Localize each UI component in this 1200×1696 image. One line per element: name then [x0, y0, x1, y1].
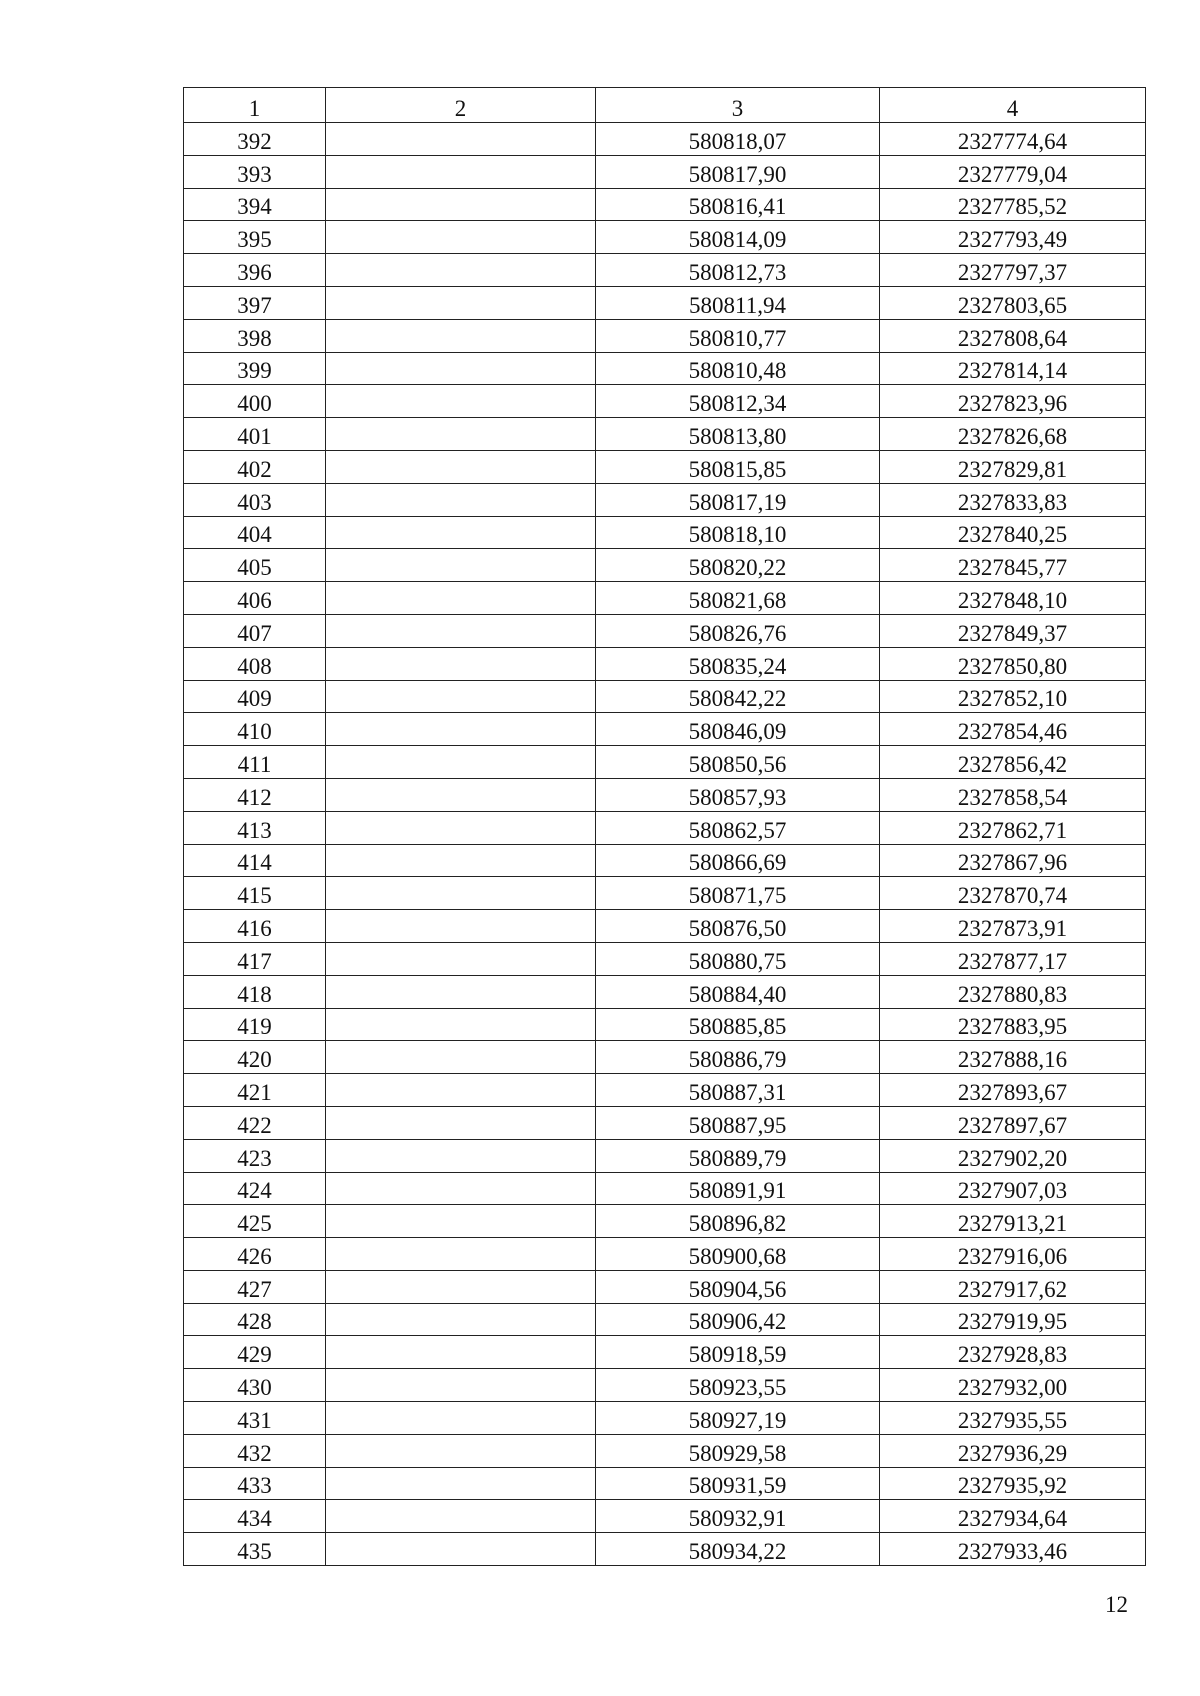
point-number-cell: 417 [184, 942, 326, 975]
table-row [184, 811, 1146, 844]
point-number-cell: 425 [184, 1205, 326, 1238]
point-number-cell: 428 [184, 1303, 326, 1336]
empty-cell [326, 1041, 596, 1074]
x-coordinate-cell: 580896,82 [596, 1205, 880, 1238]
point-number-cell: 411 [184, 746, 326, 779]
point-number-cell: 421 [184, 1074, 326, 1107]
empty-cell [326, 221, 596, 254]
x-coordinate-cell: 580820,22 [596, 549, 880, 582]
point-number-cell: 401 [184, 418, 326, 451]
x-coordinate-cell: 580862,57 [596, 811, 880, 844]
empty-cell [326, 1270, 596, 1303]
point-number-cell: 397 [184, 286, 326, 319]
point-number-cell: 435 [184, 1533, 326, 1566]
point-number-cell: 392 [184, 123, 326, 156]
y-coordinate-cell: 2327803,65 [880, 286, 1146, 319]
empty-cell [326, 1106, 596, 1139]
point-number-cell: 433 [184, 1467, 326, 1500]
y-coordinate-cell: 2327849,37 [880, 614, 1146, 647]
point-number-cell: 430 [184, 1369, 326, 1402]
point-number-cell: 431 [184, 1402, 326, 1435]
empty-cell [326, 286, 596, 319]
table-row [184, 155, 1146, 188]
y-coordinate-cell: 2327848,10 [880, 582, 1146, 615]
table-row [184, 188, 1146, 221]
y-coordinate-cell: 2327808,64 [880, 319, 1146, 352]
y-coordinate-cell: 2327850,80 [880, 647, 1146, 680]
empty-cell [326, 713, 596, 746]
x-coordinate-cell: 580906,42 [596, 1303, 880, 1336]
x-coordinate-cell: 580891,91 [596, 1172, 880, 1205]
point-number-cell: 396 [184, 254, 326, 287]
table-row [184, 975, 1146, 1008]
table-row [184, 1041, 1146, 1074]
y-coordinate-cell: 2327845,77 [880, 549, 1146, 582]
empty-cell [326, 811, 596, 844]
point-number-cell: 434 [184, 1500, 326, 1533]
empty-cell [326, 1369, 596, 1402]
table-row [184, 418, 1146, 451]
y-coordinate-cell: 2327854,46 [880, 713, 1146, 746]
empty-cell [326, 647, 596, 680]
y-coordinate-cell: 2327916,06 [880, 1238, 1146, 1271]
table-row [184, 352, 1146, 385]
table-row [184, 1402, 1146, 1435]
point-number-cell: 415 [184, 877, 326, 910]
point-number-cell: 404 [184, 516, 326, 549]
empty-cell [326, 582, 596, 615]
y-coordinate-cell: 2327880,83 [880, 975, 1146, 1008]
x-coordinate-cell: 580835,24 [596, 647, 880, 680]
x-coordinate-cell: 580880,75 [596, 942, 880, 975]
x-coordinate-cell: 580850,56 [596, 746, 880, 779]
table-row [184, 1238, 1146, 1271]
point-number-cell: 408 [184, 647, 326, 680]
table-row [184, 1533, 1146, 1566]
point-number-cell: 413 [184, 811, 326, 844]
point-number-cell: 416 [184, 910, 326, 943]
x-coordinate-cell: 580810,77 [596, 319, 880, 352]
x-coordinate-cell: 580932,91 [596, 1500, 880, 1533]
table-row [184, 1434, 1146, 1467]
x-coordinate-cell: 580812,34 [596, 385, 880, 418]
y-coordinate-cell: 2327913,21 [880, 1205, 1146, 1238]
y-coordinate-cell: 2327919,95 [880, 1303, 1146, 1336]
x-coordinate-cell: 580884,40 [596, 975, 880, 1008]
x-coordinate-cell: 580817,90 [596, 155, 880, 188]
y-coordinate-cell: 2327779,04 [880, 155, 1146, 188]
table-row [184, 844, 1146, 877]
table-row [184, 1467, 1146, 1500]
x-coordinate-cell: 580818,10 [596, 516, 880, 549]
table-row [184, 483, 1146, 516]
table-row [184, 319, 1146, 352]
y-coordinate-cell: 2327888,16 [880, 1041, 1146, 1074]
x-coordinate-cell: 580857,93 [596, 778, 880, 811]
y-coordinate-cell: 2327873,91 [880, 910, 1146, 943]
point-number-cell: 398 [184, 319, 326, 352]
x-coordinate-cell: 580904,56 [596, 1270, 880, 1303]
empty-cell [326, 778, 596, 811]
x-coordinate-cell: 580876,50 [596, 910, 880, 943]
x-coordinate-cell: 580931,59 [596, 1467, 880, 1500]
empty-cell [326, 352, 596, 385]
empty-cell [326, 1238, 596, 1271]
column-header-4: 4 [880, 88, 1146, 123]
x-coordinate-cell: 580929,58 [596, 1434, 880, 1467]
x-coordinate-cell: 580923,55 [596, 1369, 880, 1402]
table-row [184, 286, 1146, 319]
table-row [184, 1270, 1146, 1303]
empty-cell [326, 1336, 596, 1369]
y-coordinate-cell: 2327935,55 [880, 1402, 1146, 1435]
y-coordinate-cell: 2327833,83 [880, 483, 1146, 516]
table-row [184, 680, 1146, 713]
table-row [184, 1008, 1146, 1041]
x-coordinate-cell: 580886,79 [596, 1041, 880, 1074]
column-header-1: 1 [184, 88, 326, 123]
x-coordinate-cell: 580811,94 [596, 286, 880, 319]
x-coordinate-cell: 580815,85 [596, 450, 880, 483]
point-number-cell: 405 [184, 549, 326, 582]
table-row [184, 1205, 1146, 1238]
table-row [184, 549, 1146, 582]
x-coordinate-cell: 580889,79 [596, 1139, 880, 1172]
y-coordinate-cell: 2327862,71 [880, 811, 1146, 844]
empty-cell [326, 910, 596, 943]
x-coordinate-cell: 580814,09 [596, 221, 880, 254]
y-coordinate-cell: 2327935,92 [880, 1467, 1146, 1500]
empty-cell [326, 1467, 596, 1500]
empty-cell [326, 1402, 596, 1435]
page-number: 12 [1105, 1592, 1128, 1617]
table-row [184, 221, 1146, 254]
point-number-cell: 394 [184, 188, 326, 221]
column-header-3: 3 [596, 88, 880, 123]
x-coordinate-cell: 580934,22 [596, 1533, 880, 1566]
point-number-cell: 414 [184, 844, 326, 877]
point-number-cell: 412 [184, 778, 326, 811]
table-row [184, 582, 1146, 615]
table-row [184, 1500, 1146, 1533]
table-row [184, 1074, 1146, 1107]
coordinates-table [183, 87, 1146, 1566]
table-row [184, 877, 1146, 910]
empty-cell [326, 1303, 596, 1336]
empty-cell [326, 614, 596, 647]
x-coordinate-cell: 580810,48 [596, 352, 880, 385]
empty-cell [326, 1205, 596, 1238]
empty-cell [326, 385, 596, 418]
point-number-cell: 403 [184, 483, 326, 516]
empty-cell [326, 877, 596, 910]
empty-cell [326, 1533, 596, 1566]
y-coordinate-cell: 2327856,42 [880, 746, 1146, 779]
empty-cell [326, 450, 596, 483]
point-number-cell: 427 [184, 1270, 326, 1303]
y-coordinate-cell: 2327793,49 [880, 221, 1146, 254]
empty-cell [326, 844, 596, 877]
x-coordinate-cell: 580813,80 [596, 418, 880, 451]
empty-cell [326, 942, 596, 975]
empty-cell [326, 188, 596, 221]
x-coordinate-cell: 580866,69 [596, 844, 880, 877]
x-coordinate-cell: 580887,95 [596, 1106, 880, 1139]
table-row [184, 450, 1146, 483]
table-row [184, 1139, 1146, 1172]
empty-cell [326, 319, 596, 352]
y-coordinate-cell: 2327823,96 [880, 385, 1146, 418]
table-row [184, 516, 1146, 549]
empty-cell [326, 418, 596, 451]
table-row [184, 1303, 1146, 1336]
point-number-cell: 400 [184, 385, 326, 418]
point-number-cell: 409 [184, 680, 326, 713]
x-coordinate-cell: 580842,22 [596, 680, 880, 713]
y-coordinate-cell: 2327826,68 [880, 418, 1146, 451]
point-number-cell: 426 [184, 1238, 326, 1271]
x-coordinate-cell: 580821,68 [596, 582, 880, 615]
y-coordinate-cell: 2327867,96 [880, 844, 1146, 877]
table-row [184, 910, 1146, 943]
table-row [184, 1172, 1146, 1205]
y-coordinate-cell: 2327797,37 [880, 254, 1146, 287]
point-number-cell: 406 [184, 582, 326, 615]
y-coordinate-cell: 2327933,46 [880, 1533, 1146, 1566]
y-coordinate-cell: 2327814,14 [880, 352, 1146, 385]
point-number-cell: 422 [184, 1106, 326, 1139]
point-number-cell: 424 [184, 1172, 326, 1205]
empty-cell [326, 254, 596, 287]
y-coordinate-cell: 2327785,52 [880, 188, 1146, 221]
empty-cell [326, 1172, 596, 1205]
y-coordinate-cell: 2327902,20 [880, 1139, 1146, 1172]
table-row [184, 713, 1146, 746]
table-row [184, 778, 1146, 811]
y-coordinate-cell: 2327897,67 [880, 1106, 1146, 1139]
y-coordinate-cell: 2327928,83 [880, 1336, 1146, 1369]
point-number-cell: 410 [184, 713, 326, 746]
y-coordinate-cell: 2327936,29 [880, 1434, 1146, 1467]
point-number-cell: 419 [184, 1008, 326, 1041]
point-number-cell: 407 [184, 614, 326, 647]
point-number-cell: 420 [184, 1041, 326, 1074]
y-coordinate-cell: 2327852,10 [880, 680, 1146, 713]
empty-cell [326, 155, 596, 188]
empty-cell [326, 516, 596, 549]
x-coordinate-cell: 580900,68 [596, 1238, 880, 1271]
table-row [184, 647, 1146, 680]
table-row [184, 942, 1146, 975]
x-coordinate-cell: 580817,19 [596, 483, 880, 516]
x-coordinate-cell: 580812,73 [596, 254, 880, 287]
y-coordinate-cell: 2327934,64 [880, 1500, 1146, 1533]
empty-cell [326, 123, 596, 156]
y-coordinate-cell: 2327877,17 [880, 942, 1146, 975]
x-coordinate-cell: 580816,41 [596, 188, 880, 221]
x-coordinate-cell: 580826,76 [596, 614, 880, 647]
y-coordinate-cell: 2327870,74 [880, 877, 1146, 910]
table-row [184, 1336, 1146, 1369]
x-coordinate-cell: 580887,31 [596, 1074, 880, 1107]
x-coordinate-cell: 580885,85 [596, 1008, 880, 1041]
y-coordinate-cell: 2327893,67 [880, 1074, 1146, 1107]
y-coordinate-cell: 2327858,54 [880, 778, 1146, 811]
table-row [184, 254, 1146, 287]
empty-cell [326, 680, 596, 713]
table-row [184, 123, 1146, 156]
x-coordinate-cell: 580927,19 [596, 1402, 880, 1435]
y-coordinate-cell: 2327907,03 [880, 1172, 1146, 1205]
point-number-cell: 432 [184, 1434, 326, 1467]
empty-cell [326, 549, 596, 582]
table-row [184, 614, 1146, 647]
empty-cell [326, 1434, 596, 1467]
y-coordinate-cell: 2327840,25 [880, 516, 1146, 549]
empty-cell [326, 483, 596, 516]
table-header-row [184, 88, 1146, 123]
x-coordinate-cell: 580918,59 [596, 1336, 880, 1369]
y-coordinate-cell: 2327917,62 [880, 1270, 1146, 1303]
empty-cell [326, 1008, 596, 1041]
point-number-cell: 393 [184, 155, 326, 188]
empty-cell [326, 975, 596, 1008]
x-coordinate-cell: 580818,07 [596, 123, 880, 156]
empty-cell [326, 746, 596, 779]
y-coordinate-cell: 2327774,64 [880, 123, 1146, 156]
y-coordinate-cell: 2327932,00 [880, 1369, 1146, 1402]
empty-cell [326, 1139, 596, 1172]
y-coordinate-cell: 2327883,95 [880, 1008, 1146, 1041]
table-body [184, 123, 1146, 1566]
column-header-2: 2 [326, 88, 596, 123]
point-number-cell: 402 [184, 450, 326, 483]
empty-cell [326, 1074, 596, 1107]
point-number-cell: 399 [184, 352, 326, 385]
point-number-cell: 429 [184, 1336, 326, 1369]
y-coordinate-cell: 2327829,81 [880, 450, 1146, 483]
empty-cell [326, 1500, 596, 1533]
x-coordinate-cell: 580846,09 [596, 713, 880, 746]
point-number-cell: 418 [184, 975, 326, 1008]
table-row [184, 1106, 1146, 1139]
table-row [184, 746, 1146, 779]
point-number-cell: 395 [184, 221, 326, 254]
table-row [184, 385, 1146, 418]
x-coordinate-cell: 580871,75 [596, 877, 880, 910]
table-row [184, 1369, 1146, 1402]
point-number-cell: 423 [184, 1139, 326, 1172]
